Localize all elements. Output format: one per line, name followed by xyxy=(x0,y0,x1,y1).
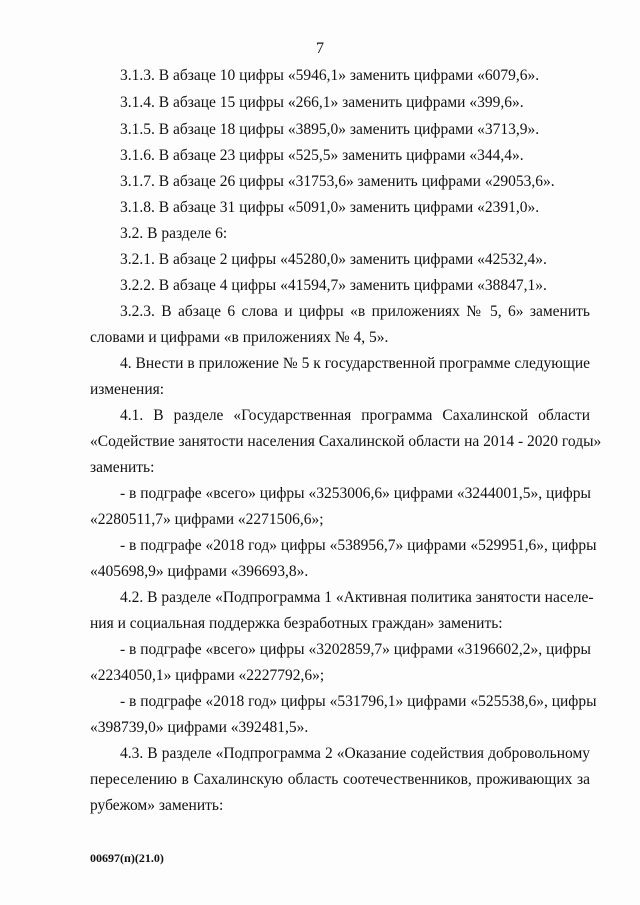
paragraph-line: переселению в Сахалинскую область соотечественников, проживающих за xyxy=(90,771,590,788)
paragraph-line: ния и социальная поддержка безработных граждан» заменить: xyxy=(90,615,503,632)
paragraph-line: 3.1.8. В абзаце 31 цифры «5091,0» заменить цифрами «2391,0». xyxy=(120,199,540,216)
paragraph-line: «2234050,1» цифрами «2227792,6»; xyxy=(90,667,325,684)
paragraph-line: «Содействие занятости населения Сахалинской области на 2014 - 2020 годы» xyxy=(90,433,602,450)
paragraph-line: словами и цифрами «в приложениях № 4, 5». xyxy=(90,329,389,346)
paragraph-line: 4.2. В разделе «Подпрограмма 1 «Активная политика занятости населе- xyxy=(120,589,594,606)
paragraph-line: 3.1.7. В абзаце 26 цифры «31753,6» заменить цифрами «29053,6». xyxy=(120,173,555,190)
paragraph-line: изменения: xyxy=(90,381,165,398)
paragraph-line: «398739,0» цифрами «392481,5». xyxy=(90,719,309,736)
paragraph-line: 3.1.6. В абзаце 23 цифры «525,5» заменить цифрами «344,4». xyxy=(120,147,524,164)
paragraph-line: - в подграфе «всего» цифры «3202859,7» цифрами «3196602,2», цифры xyxy=(120,641,591,658)
paragraph-line: заменить: xyxy=(90,459,155,476)
paragraph-line: 3.2.3. В абзаце 6 слова и цифры «в приложениях № 5, 6» заменить xyxy=(120,303,590,320)
paragraph-line: 4.3. В разделе «Подпрограмма 2 «Оказание содействия добровольному xyxy=(120,745,590,762)
paragraph-line: 3.1.3. В абзаце 10 цифры «5946,1» заменить цифрами «6079,6». xyxy=(120,67,540,84)
paragraph-line: 3.1.4. В абзаце 15 цифры «266,1» заменить цифрами «399,6». xyxy=(120,94,524,111)
document-code: 00697(п)(21.0) xyxy=(90,851,164,865)
paragraph-line: «2280511,7» цифрами «2271506,6»; xyxy=(90,511,324,528)
paragraph-line: - в подграфе «2018 год» цифры «538956,7» цифрами «529951,6», цифры xyxy=(120,537,597,554)
paragraph-line: 4.1. В разделе «Государственная программа Сахалинской области xyxy=(120,407,590,424)
paragraph-line: рубежом» заменить: xyxy=(90,797,224,814)
page-number: 7 xyxy=(316,40,324,57)
paragraph-line: - в подграфе «всего» цифры «3253006,6» цифрами «3244001,5», цифры xyxy=(120,485,591,502)
paragraph-line: 4. Внести в приложение № 5 к государственной программе следующие xyxy=(120,355,590,372)
paragraph-line: 3.2.2. В абзаце 4 цифры «41594,7» заменить цифрами «38847,1». xyxy=(120,277,547,294)
paragraph-line: 3.1.5. В абзаце 18 цифры «3895,0» заменить цифрами «3713,9». xyxy=(120,121,540,138)
paragraph-line: - в подграфе «2018 год» цифры «531796,1» цифрами «525538,6», цифры xyxy=(120,693,597,710)
paragraph-line: 3.2.1. В абзаце 2 цифры «45280,0» заменить цифрами «42532,4». xyxy=(120,251,547,268)
paragraph-line: «405698,9» цифрами «396693,8». xyxy=(90,563,309,580)
paragraph-line: 3.2. В разделе 6: xyxy=(120,225,228,242)
